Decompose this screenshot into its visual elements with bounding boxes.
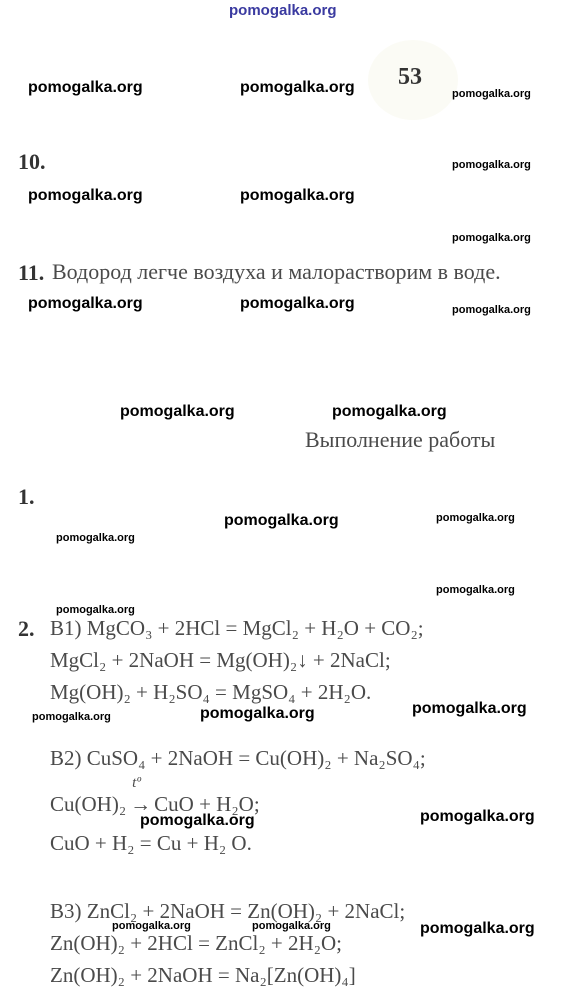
watermark: pomogalka.org <box>140 812 255 829</box>
watermark: pomogalka.org <box>420 808 535 825</box>
question-10-number: 10. <box>18 149 46 174</box>
question-11-answer: Водород легче воздуха и малорастворим в воде. <box>52 259 501 284</box>
heat-symbol: tº <box>132 775 141 791</box>
watermark: pomogalka.org <box>452 232 531 244</box>
watermark: pomogalka.org <box>120 403 235 420</box>
equation-line: CuO + H₂ = Cu + H₂ O. <box>50 831 252 855</box>
watermark: pomogalka.org <box>240 79 355 96</box>
equation-line: В2) CuSO₄ + 2NaOH = Cu(OH)₂ + Na₂SO₄; <box>50 746 426 770</box>
heat-left: Cu(OH)₂ <box>50 792 127 816</box>
watermark: pomogalka.org <box>436 584 515 596</box>
equation-line: Zn(OH)₂ + 2HCl = ZnCl₂ + 2H₂O; <box>50 931 342 955</box>
watermark: pomogalka.org <box>28 187 143 204</box>
equation-line: В1) MgCO₃ + 2HCl = MgCl₂ + H₂O + CO₂; <box>50 616 424 640</box>
watermark: pomogalka.org <box>436 512 515 524</box>
watermark: pomogalka.org <box>224 512 339 529</box>
heat-right: CuO + H₂O; <box>154 792 260 816</box>
equation-line: Zn(OH)₂ + 2NaOH = Na₂[Zn(OH)₄] <box>50 963 356 987</box>
watermark: pomogalka.org <box>412 700 527 717</box>
watermark: pomogalka.org <box>452 88 531 100</box>
equation-line: Mg(OH)₂ + H₂SO₄ = MgSO₄ + 2H₂O. <box>50 680 372 704</box>
section-title: Выполнение работы <box>305 427 496 452</box>
watermark: pomogalka.org <box>28 79 143 96</box>
watermark: pomogalka.org <box>112 920 191 932</box>
watermark: pomogalka.org <box>452 159 531 171</box>
page-number: 53 <box>398 64 422 90</box>
watermark: pomogalka.org <box>252 920 331 932</box>
question-11-number: 11. <box>18 260 45 285</box>
question-2-number: 2. <box>18 616 35 641</box>
question-1-number: 1. <box>18 484 35 509</box>
watermark: pomogalka.org <box>200 705 315 722</box>
watermark: pomogalka.org <box>420 920 535 937</box>
watermark: pomogalka.org <box>32 711 111 723</box>
watermark: pomogalka.org <box>240 295 355 312</box>
watermark: pomogalka.org <box>332 403 447 420</box>
watermark: pomogalka.org <box>240 187 355 204</box>
watermark: pomogalka.org <box>56 532 135 544</box>
arrow-icon: → <box>130 792 152 816</box>
header-watermark: pomogalka.org <box>229 2 337 19</box>
watermark: pomogalka.org <box>56 604 135 616</box>
watermark: pomogalka.org <box>28 295 143 312</box>
equation-line: MgCl₂ + 2NaOH = Mg(OH)₂↓ + 2NaCl; <box>50 648 391 672</box>
equation-line: В3) ZnCl₂ + 2NaOH = Zn(OH)₂ + 2NaCl; <box>50 899 406 923</box>
watermark: pomogalka.org <box>452 304 531 316</box>
